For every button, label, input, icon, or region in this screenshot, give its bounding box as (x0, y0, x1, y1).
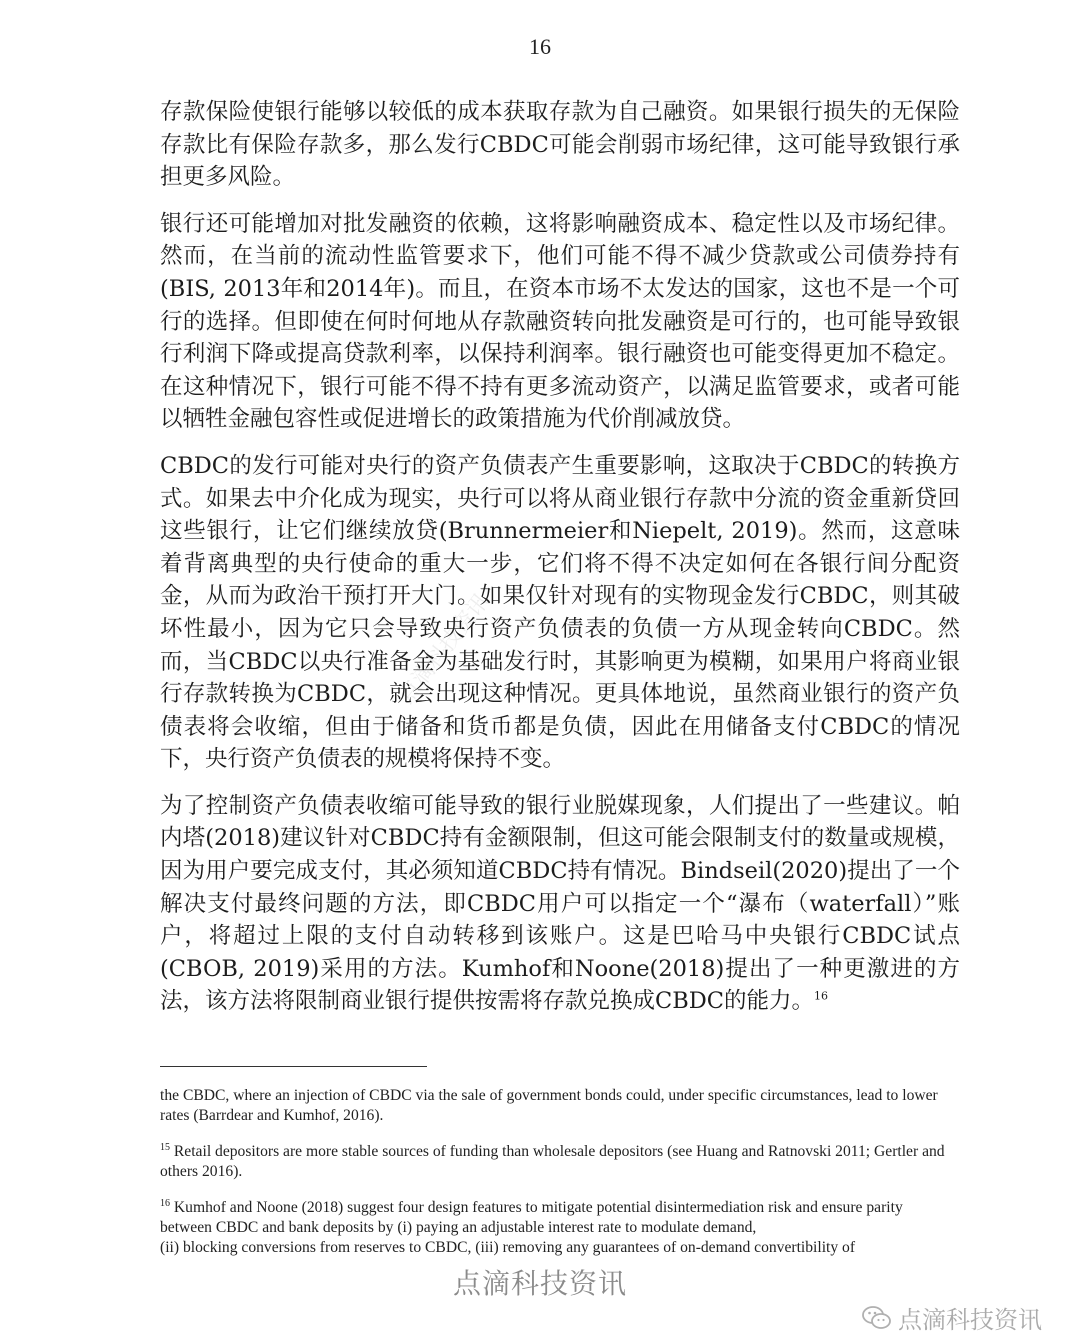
footnote-16-text-line1: Kumhof and Noone (2018) suggest four design features to mitigate potential disintermediation risk and ensure parity between CBDC and bank deposits by (i) paying an adjustable interest rate to modulate demand, (160, 1199, 903, 1237)
footnote-15 (160, 1138, 950, 1182)
paragraph-2: 银行还可能增加对批发融资的依赖，这将影响融资成本、稳定性以及市场纪律。然而，在当前的流动性监管要求下，他们可能不得不减少贷款或公司债券持有(BIS, 2013年和2014年)。而且，在资本市场不太发达的国家，这也不是一个可行的选择。但即使在何时何地从存款融资转向批发融资是可行的，也可能导致银行利润下降或提高贷款利率，以保持利润率。银行融资也可能变得更加不稳定。在这种情况下，银行可能不得不持有更多流动资产，以满足监管要求，或者可能以牺牲金融包容性或促进增长的政策措施为代价削减放贷。 (160, 210, 960, 433)
footnote-15-text: Retail depositors are more stable sources of funding than wholesale depositors (see Huang and Ratnovski 2011; Gertler and others 2016). (160, 1143, 945, 1181)
diagonal-watermark: 点滴科技资讯 (393, 589, 495, 709)
footnote-ref-16[interactable]: 16 (814, 989, 829, 1003)
footnote-16-text-line2: (ii) blocking conversions from reserves to CBDC, (iii) removing any guarantees of on-demand convertibility of (160, 1239, 856, 1257)
footnote-15-number: 15 (160, 1142, 170, 1153)
wechat-watermark-text: 点滴科技资讯 (898, 1306, 1042, 1334)
body-text (160, 96, 960, 1032)
wechat-icon (862, 1305, 892, 1331)
footnote-16-number: 16 (160, 1198, 170, 1210)
paragraph-3: CBDC的发行可能对央行的资产负债表产生重要影响，这取决于CBDC的转换方式。如果去中介化成为现实，央行可以将从商业银行存款中分流的资金重新贷回这些银行，让它们继续放贷(Brunnermeier和Niepelt, 2019)。然而，这意味着背离典型的央行使命的重大一步，它们将不得不决定如何在各银行间分配资金，从而为政治干预打开大门。如果仅针对现有的实物现金发行CBDC，则其破坏性最小，因为它只会导致央行资产负债表的负债一方从现金转向CBDC。然而，当CBDC以央行准备金为基础发行时，其影响更为模糊，如果用户将商业银行存款转换为CBDC，就会出现这种情况。更具体地说，虽然商业银行的资产负债表将会收缩，但由于储备和货币都是负债，因此在用储备支付CBDC的情况下，央行资产负债表的规模将保持不变。 (160, 452, 960, 773)
paragraph-1: 存款保险使银行能够以较低的成本获取存款为自己融资。如果银行损失的无保险存款比有保险存款多，那么发行CBDC可能会削弱市场纪律，这可能导致银行承担更多风险。 (160, 99, 960, 191)
page-number: 16 (529, 34, 551, 59)
wechat-watermark (862, 1300, 1042, 1335)
footnote-16 (160, 1194, 950, 1258)
paragraph-4 (160, 790, 960, 1018)
footer-brand: 点滴科技资讯 (452, 1267, 627, 1300)
footnote-divider (160, 1066, 427, 1067)
footnotes (160, 1086, 950, 1270)
footnote-continuation: the CBDC, where an injection of CBDC via the sale of government bonds could, under specific circumstances, lead to lower rates (Barrdear and Kumhof, 2016). (160, 1087, 938, 1124)
paragraph-4-text: 为了控制资产负债表收缩可能导致的银行业脱媒现象，人们提出了一些建议。帕内塔(2018)建议针对CBDC持有金额限制，但这可能会限制支付的数量或规模，因为用户要完成支付，其必须知道CBDC持有情况。Bindseil(2020)提出了一个解决支付最终问题的方法，即CBDC用户可以指定一个“瀑布（waterfall）”账户，将超过上限的支付自动转移到该账户。这是巴哈马中央银行CBDC试点(CBOB, 2019)采用的方法。Kumhof和Noone(2018)提出了一种更激进的方法，该方法将限制商业银行提供按需将存款兑换成CBDC的能力。 (160, 792, 960, 1015)
